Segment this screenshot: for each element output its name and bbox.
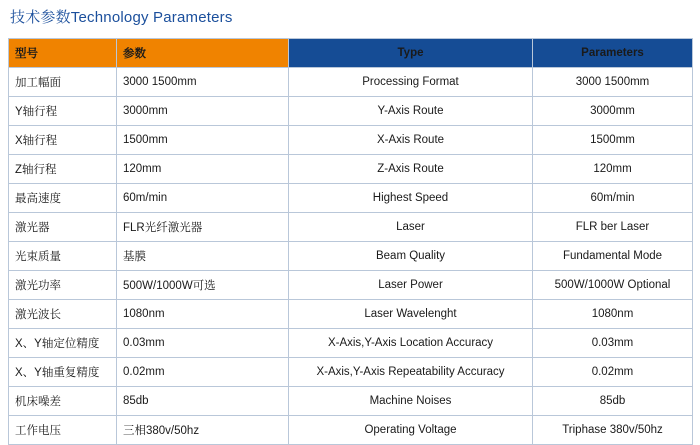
row-value-cn: 0.03mm: [117, 329, 289, 358]
row-value-en: 0.03mm: [533, 329, 693, 358]
row-value-cn: 3000 1500mm: [117, 68, 289, 97]
row-value-en: 1500mm: [533, 126, 693, 155]
row-label-cn: Y轴行程: [9, 97, 117, 126]
row-value-en: 0.02mm: [533, 358, 693, 387]
row-label-cn: X轴行程: [9, 126, 117, 155]
row-value-en: 60m/min: [533, 184, 693, 213]
row-value-en: Fundamental Mode: [533, 242, 693, 271]
row-value-cn: 1500mm: [117, 126, 289, 155]
table-row: [9, 126, 693, 155]
row-value-cn: 120mm: [117, 155, 289, 184]
row-label-en: X-Axis,Y-Axis Location Accuracy: [289, 329, 533, 358]
table-row: [9, 242, 693, 271]
table-row: [9, 68, 693, 97]
row-label-cn: Z轴行程: [9, 155, 117, 184]
row-label-en: Processing Format: [289, 68, 533, 97]
row-value-en: 120mm: [533, 155, 693, 184]
row-value-cn: 500W/1000W可选: [117, 271, 289, 300]
row-value-en: 85db: [533, 387, 693, 416]
row-value-cn: 1080nm: [117, 300, 289, 329]
row-label-en: Laser Wavelenght: [289, 300, 533, 329]
row-label-en: Highest Speed: [289, 184, 533, 213]
page-title: 技术参数Technology Parameters: [10, 9, 233, 26]
row-label-cn: 激光波长: [9, 300, 117, 329]
technology-parameters-table: [8, 38, 693, 445]
table-row: [9, 271, 693, 300]
table-row: [9, 300, 693, 329]
column-header-type-en: Type: [289, 39, 533, 68]
table-row: [9, 97, 693, 126]
row-label-en: Beam Quality: [289, 242, 533, 271]
row-value-cn: 基膜: [117, 242, 289, 271]
row-label-cn: 光束质量: [9, 242, 117, 271]
row-label-cn: X、Y轴重复精度: [9, 358, 117, 387]
row-value-cn: 85db: [117, 387, 289, 416]
table-row: [9, 155, 693, 184]
row-label-cn: 最高速度: [9, 184, 117, 213]
row-label-cn: 工作电压: [9, 416, 117, 445]
row-label-en: X-Axis Route: [289, 126, 533, 155]
row-label-en: Z-Axis Route: [289, 155, 533, 184]
table-row: [9, 213, 693, 242]
row-label-en: Laser Power: [289, 271, 533, 300]
table-row: [9, 184, 693, 213]
table-row: [9, 358, 693, 387]
row-label-en: X-Axis,Y-Axis Repeatability Accuracy: [289, 358, 533, 387]
column-header-model-cn: 型号: [9, 39, 117, 68]
row-value-cn: FLR光纤激光器: [117, 213, 289, 242]
row-value-en: 500W/1000W Optional: [533, 271, 693, 300]
table-body: [9, 68, 693, 445]
row-label-cn: 机床噪差: [9, 387, 117, 416]
table-row: [9, 387, 693, 416]
row-label-en: Machine Noises: [289, 387, 533, 416]
table-row: [9, 416, 693, 445]
table-header-row: [9, 39, 693, 68]
row-value-cn: 0.02mm: [117, 358, 289, 387]
table-header: [9, 39, 693, 68]
row-label-cn: 激光功率: [9, 271, 117, 300]
row-value-cn: 60m/min: [117, 184, 289, 213]
row-value-en: 3000mm: [533, 97, 693, 126]
row-value-en: FLR ber Laser: [533, 213, 693, 242]
row-label-cn: 激光器: [9, 213, 117, 242]
row-value-en: 3000 1500mm: [533, 68, 693, 97]
row-label-cn: 加工幅面: [9, 68, 117, 97]
row-label-en: Y-Axis Route: [289, 97, 533, 126]
row-label-en: Operating Voltage: [289, 416, 533, 445]
row-value-en: 1080nm: [533, 300, 693, 329]
row-value-cn: 三相380v/50hz: [117, 416, 289, 445]
table-row: [9, 329, 693, 358]
column-header-parameters-en: Parameters: [533, 39, 693, 68]
row-label-cn: X、Y轴定位精度: [9, 329, 117, 358]
row-value-en: Triphase 380v/50hz: [533, 416, 693, 445]
column-header-parameter-cn: 参数: [117, 39, 289, 68]
row-label-en: Laser: [289, 213, 533, 242]
row-value-cn: 3000mm: [117, 97, 289, 126]
